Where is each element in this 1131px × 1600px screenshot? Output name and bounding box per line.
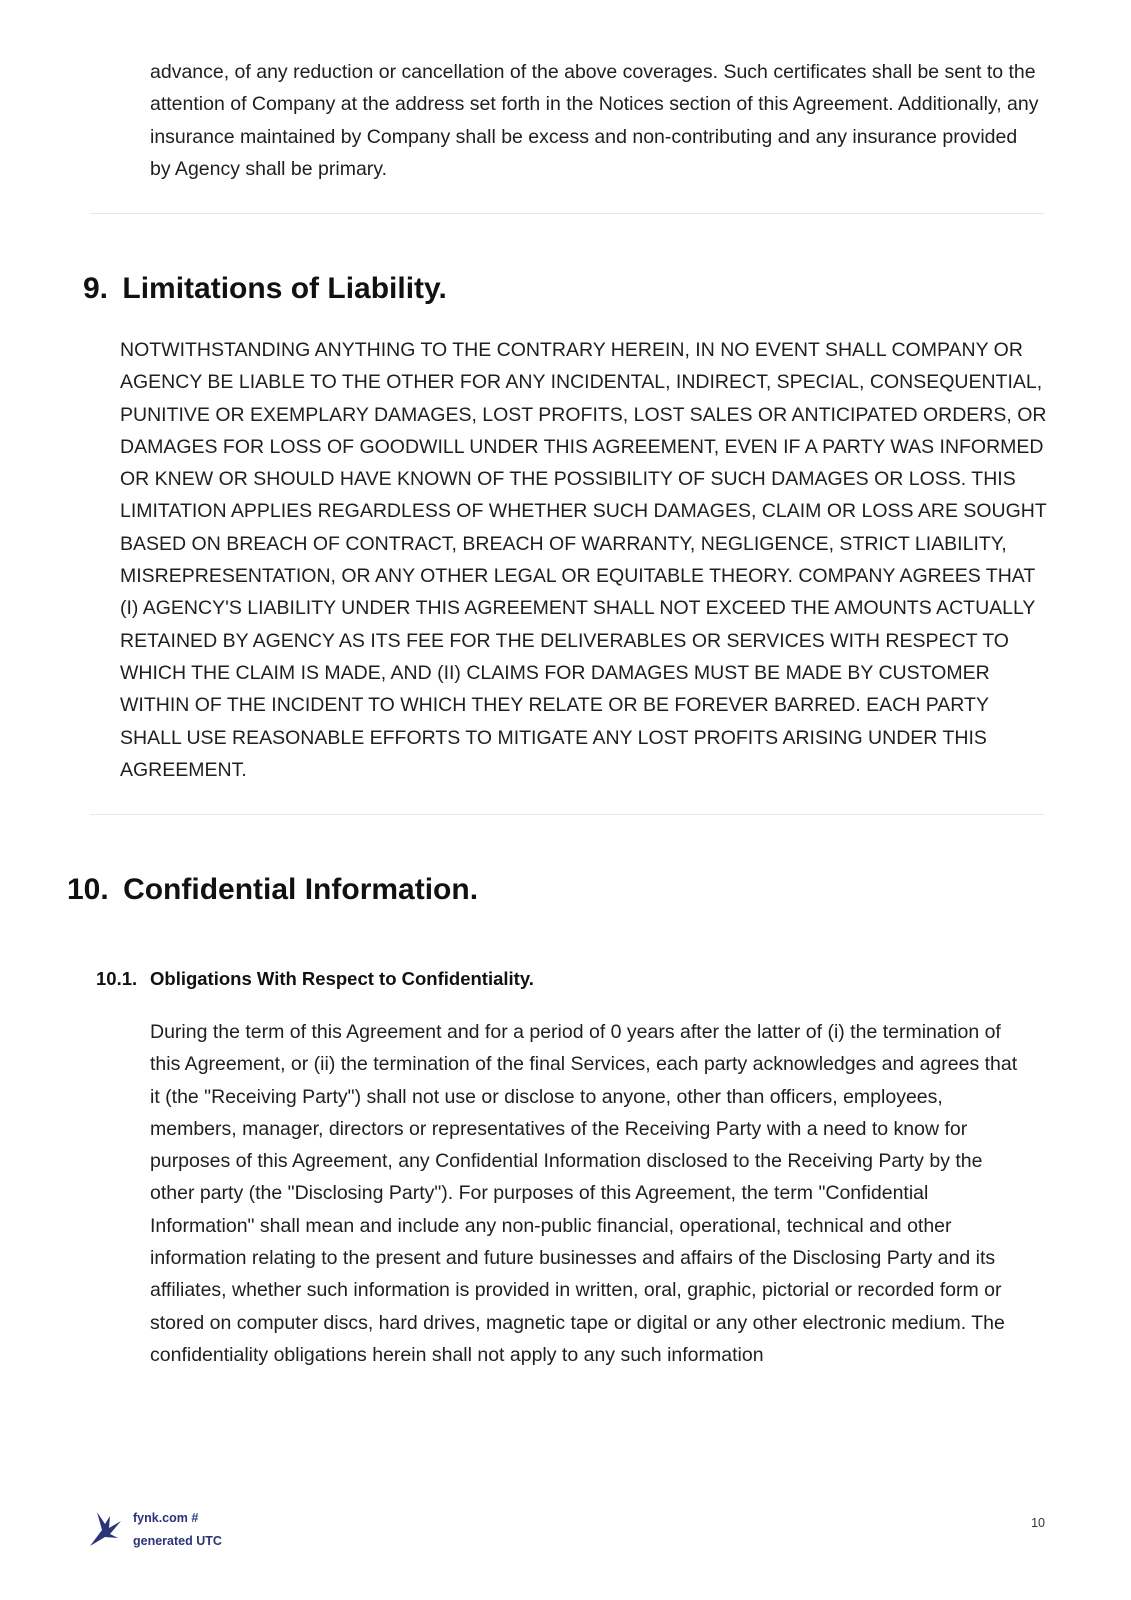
insurance-paragraph-continued: advance, of any reduction or cancellation of the above coverages. Such certificates shall be sent to the attention of Company at the address set forth in the Notices section of this Agreement. Additionally, any insurance maintained by Company shall be excess and non-contributing and any insurance provided by Agency shall be primary. [150, 61, 1039, 180]
section-9-title: Limitations of Liability. [122, 272, 447, 305]
section-10-title: Confidential Information. [123, 873, 479, 906]
limitations-of-liability-paragraph: NOTWITHSTANDING ANYTHING TO THE CONTRARY HEREIN, IN NO EVENT SHALL COMPANY OR AGENCY BE LIABLE TO THE OTHER FOR ANY INCIDENTAL, INDIRECT, SPECIAL, CONSEQUENTIAL, PUNITIVE OR EXEMPLARY DAMAGES, LOST PROFITS, LOST SALES OR ANTICIPATED ORDERS, OR DAMAGES FOR LOSS OF GOODWILL UNDER THIS AGREEMENT, EVEN IF A PARTY WAS INFORMED OR KNEW OR SHOULD HAVE KNOWN OF THE POSSIBILITY OF SUCH DAMAGES OR LOSS. THIS LIMITATION APPLIES REGARDLESS OF WHETHER SUCH DAMAGES, CLAIM OR LOSS ARE SOUGHT BASED ON BREACH OF CONTRACT, BREACH OF WARRANTY, NEGLIGENCE, STRICT LIABILITY, MISREPRESENTATION, OR ANY OTHER LEGAL OR EQUITABLE THEORY. COMPANY AGREES THAT (I) AGENCY'S LIABILITY UNDER THIS AGREEMENT SHALL NOT EXCEED THE AMOUNTS ACTUALLY RETAINED BY AGENCY AS ITS FEE FOR THE DELIVERABLES OR SERVICES WITH RESPECT TO WHICH THE CLAIM IS MADE, AND (II) CLAIMS FOR DAMAGES MUST BE MADE BY CUSTOMER WITHIN OF THE INCIDENT TO WHICH THEY RELATE OR BE FOREVER BARRED. EACH PARTY SHALL USE REASONABLE EFFORTS TO MITIGATE ANY LOST PROFITS ARISING UNDER THIS AGREEMENT. [120, 339, 1047, 781]
section-10-heading [67, 873, 478, 907]
subsection-10-1-number: 10.1. [96, 968, 138, 989]
section-9-heading [83, 272, 447, 306]
section-9-number: 9. [83, 272, 109, 305]
confidentiality-obligations-paragraph: During the term of this Agreement and for a period of 0 years after the latter of (i) the termination of this Agreement, or (ii) the termination of the final Services, each party acknowledges and agrees that it (the "Receiving Party") shall not use or disclose to anyone, other than officers, employees, members, manager, directors or representatives of the Receiving Party with a need to know for purposes of this Agreement, any Confidential Information disclosed to the Receiving Party by the other party (the "Disclosing Party"). For purposes of this Agreement, the term "Confidential Information" shall mean and include any non-public financial, operational, technical and other information relating to the present and future businesses and affairs of the Disclosing Party and its affiliates, whether such information is provided in written, oral, graphic, pictorial or recorded form or stored on computer discs, hard drives, magnetic tape or digital or any other electronic medium. The confidentiality obligations herein shall not apply to any such information [150, 1021, 1018, 1366]
fynk-bird-logo-icon [88, 1508, 128, 1548]
section-divider [90, 814, 1044, 815]
footer-site: fynk.com # [133, 1511, 199, 1525]
subsection-10-1-title: Obligations With Respect to Confidentiality. [150, 968, 534, 989]
section-divider [90, 213, 1044, 214]
footer-generated: generated UTC [133, 1534, 222, 1548]
section-10-number: 10. [67, 873, 109, 906]
page-number: 10 [1031, 1516, 1045, 1530]
